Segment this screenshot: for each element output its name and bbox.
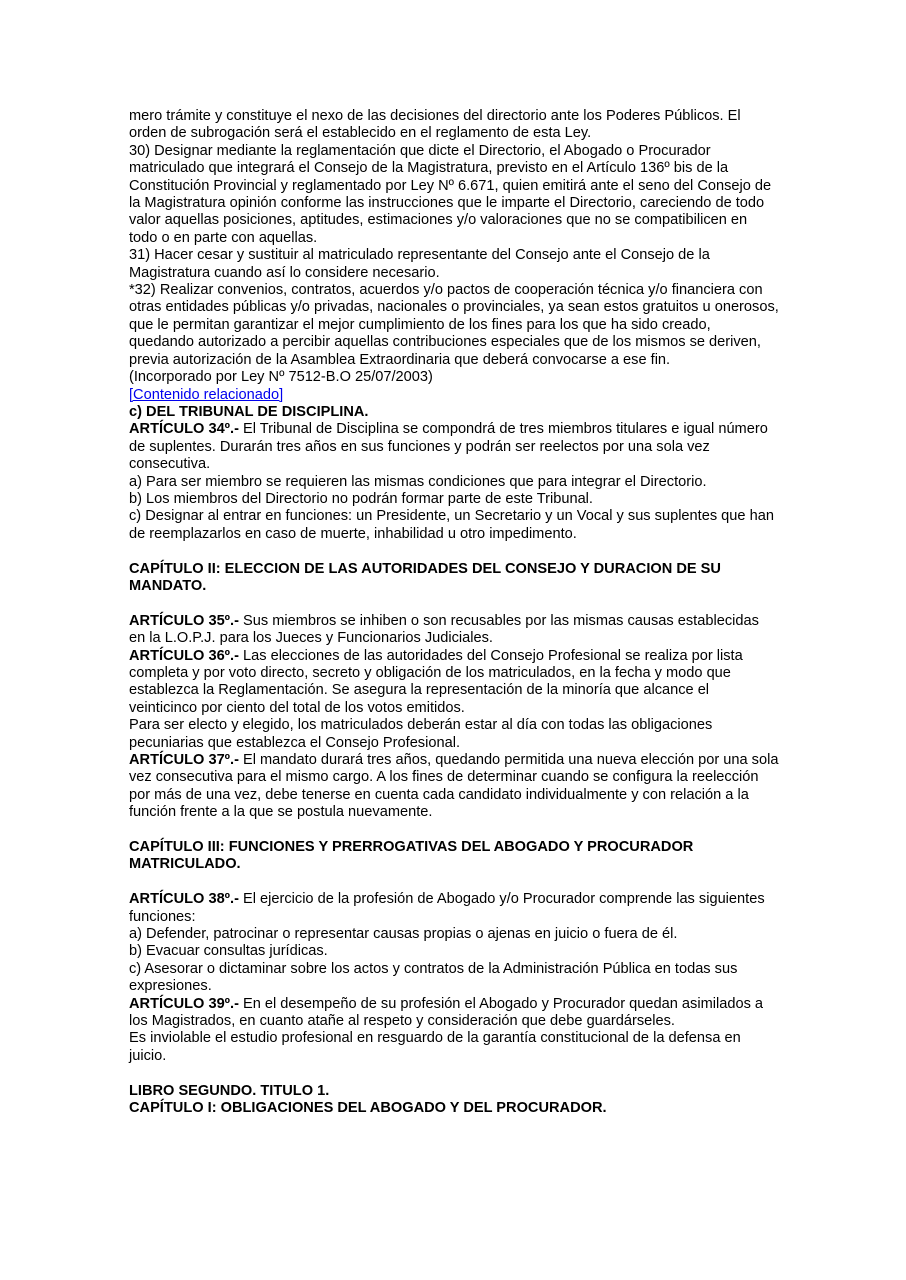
article-34-text: El Tribunal de Disciplina se compondrá de tres miembros titulares e igual número de suplentes. Durarán tres años en sus funciones y podrán ser reelectos por una sola vez consecutiva. (129, 421, 768, 473)
heading-libro-segundo: LIBRO SEGUNDO. TITULO 1. (129, 1082, 330, 1099)
article-37-text: El mandato durará tres años, quedando permitida una nueva elección por una sola vez consecutiva para el mismo cargo. A los fines de determinar cuando se configura la reelección por más de una vez, debe tenerse en cuenta cada candidato individualmente y con relación a la función frente a la que se postula nuevamente. (129, 752, 779, 821)
article-36-label: ARTÍCULO 36º.- (129, 647, 239, 664)
article-38-item-c: c) Asesorar o dictaminar sobre los actos y contratos de la Administración Pública en todas sus expresiones. (129, 960, 738, 995)
spacer (129, 595, 779, 612)
paragraph-subrogacion: mero trámite y constituye el nexo de las decisiones del directorio ante los Poderes Públicos. El orden de subrogación será el establecido en el reglamento de esta Ley. (129, 108, 741, 142)
paragraph-item-32: *32) Realizar convenios, contratos, acuerdos y/o pactos de cooperación técnica y/o financiera con otras entidades públicas y/o privadas, nacionales o provinciales, ya sean estos gratuitos u onerosos, que le permitan garantizar el mejor cumplimiento de los fines para los que ha sido creado, quedando autorizado a percibir aquellas contribuciones especiales que de los mismos se deriven, previa autorización de la Asamblea Extraordinaria que deberá convocarse a ese fin. (129, 282, 779, 368)
heading-tribunal-disciplina: c) DEL TRIBUNAL DE DISCIPLINA. (129, 403, 369, 420)
spacer (129, 543, 779, 560)
article-38-label: ARTÍCULO 38º.- (129, 891, 239, 908)
heading-capitulo-3: CAPÍTULO III: FUNCIONES Y PRERROGATIVAS DEL ABOGADO Y PROCURADOR MATRICULADO. (129, 839, 694, 873)
article-35-text: Sus miembros se inhiben o son recusables por las mismas causas establecidas en la L.O.P.J. para los Jueces y Funcionarios Judiciales. (129, 612, 759, 647)
article-36-paragraph-2: Para ser electo y elegido, los matriculados deberán estar al día con todas las obligaciones pecuniarias que establezca el Consejo Profesional. (129, 717, 713, 751)
article-38-item-a: a) Defender, patrocinar o representar causas propias o ajenas en juicio o fuera de él. (129, 926, 678, 943)
paragraph-item-30: 30) Designar mediante la reglamentación que dicte el Directorio, el Abogado o Procurador matriculado que integrará el Consejo de la Magistratura, previsto en el Artículo 136º bis de la Constitución Provincial y reglamentado por Ley Nº 6.671, quien emitirá ante el seno del Consejo de la Magistratura opinión conforme las instrucciones que le imparte el Directorio, careciendo de todo valor aquellas posiciones, aptitudes, estimaciones y/o valoraciones que no se compatibilicen en todo o en parte con aquellas. (129, 142, 772, 246)
article-38-text: El ejercicio de la profesión de Abogado y/o Procurador comprende las siguientes funciones: (129, 891, 765, 925)
article-34-item-c: c) Designar al entrar en funciones: un Presidente, un Secretario y un Vocal y sus suplentes que han de reemplazarlos en caso de muerte, inhabilidad u otro impedimento. (129, 508, 774, 542)
article-35-label: ARTÍCULO 35º.- (129, 612, 239, 629)
article-34-label: ARTÍCULO 34º.- (129, 421, 239, 438)
article-34-item-b: b) Los miembros del Directorio no podrán formar parte de este Tribunal. (129, 490, 593, 507)
article-38 (129, 891, 779, 926)
spacer (129, 874, 779, 891)
article-38-item-b: b) Evacuar consultas jurídicas. (129, 943, 328, 960)
article-39-text: En el desempeño de su profesión el Abogado y Procurador quedan asimilados a los Magistrados, en cuanto atañe al respeto y consideración que debe guardárseles. (129, 995, 764, 1030)
paragraph-item-31: 31) Hacer cesar y sustituir al matriculado representante del Consejo ante el Consejo de la Magistratura cuando así lo considere necesario. (129, 247, 710, 281)
related-content-link[interactable]: [Contenido relacionado] (129, 386, 284, 403)
article-36-text: Las elecciones de las autoridades del Consejo Profesional se realiza por lista completa y por voto directo, secreto y obligación de los matriculados, en la fecha y modo que establezca la Reglamentación. Se asegura la representación de la minoría que alcance el veinticinco por ciento del total de los votos emitidos. (129, 647, 743, 716)
spacer (129, 822, 779, 839)
article-39-label: ARTÍCULO 39º.- (129, 995, 239, 1012)
document-body (129, 108, 779, 1117)
paragraph-incorporado: (Incorporado por Ley Nº 7512-B.O 25/07/2003) (129, 369, 433, 386)
heading-capitulo-2: CAPÍTULO II: ELECCION DE LAS AUTORIDADES DEL CONSEJO Y DURACION DE SU MANDATO. (129, 560, 721, 594)
article-39 (129, 996, 779, 1031)
article-34-item-a: a) Para ser miembro se requieren las mismas condiciones que para integrar el Directorio. (129, 473, 707, 490)
article-37-label: ARTÍCULO 37º.- (129, 752, 239, 768)
article-35 (129, 613, 779, 648)
heading-capitulo-1: CAPÍTULO I: OBLIGACIONES DEL ABOGADO Y DEL PROCURADOR. (129, 1100, 607, 1117)
article-34 (129, 421, 779, 473)
spacer (129, 1065, 779, 1082)
article-36 (129, 648, 779, 718)
article-39-paragraph-2: Es inviolable el estudio profesional en resguardo de la garantía constitucional de la defensa en juicio. (129, 1030, 741, 1064)
article-37 (129, 752, 779, 822)
